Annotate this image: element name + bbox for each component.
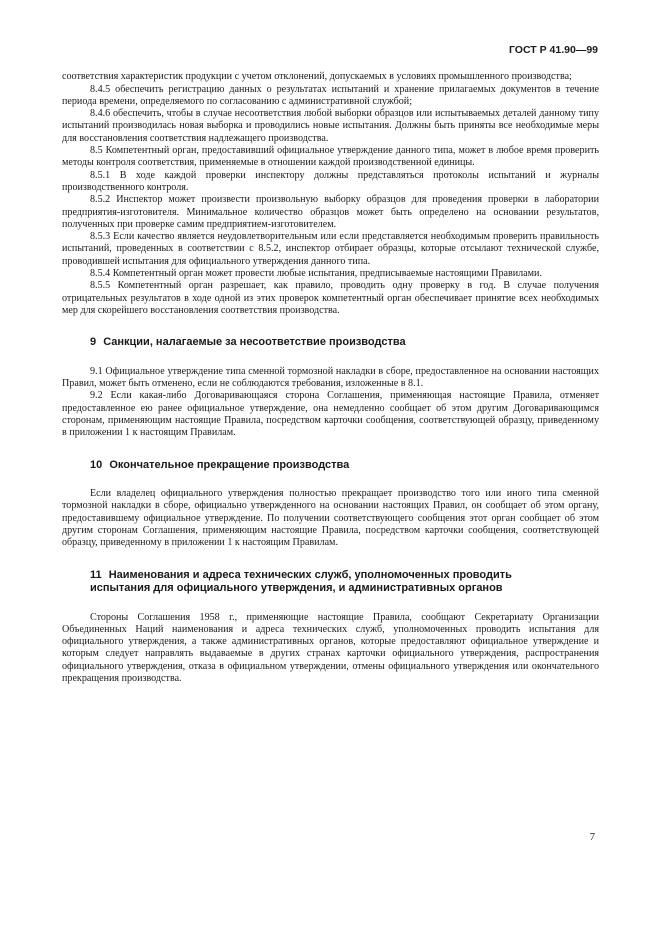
section-10-heading	[62, 459, 599, 473]
paragraph-8-5-5: 8.5.5 Компетентный орган разрешает, как правило, проводить одну проверку в год. В случае получения отрицательных результатов в ходе одной из этих проверок компетентный орган обеспечивает принятие всех необходимых мер для скорейшего восстановления соответствия производства.	[62, 280, 599, 316]
paragraph-11: Стороны Соглашения 1958 г., применяющие настоящие Правила, сообщают Секретариату Организации Объединенных Наций наименования и адреса технических служб, уполномоченных проводить испытания для официального утверждения, а также административных органов, которые предоставляют официальное утверждение и которым следует направлять выдаваемые в других странах карточки официального утверждения, распространения официального утверждения, отказа в официальном утверждении, отмены официального утверждения или окончательного прекращения производства.	[62, 611, 599, 684]
paragraph-10: Если владелец официального утверждения полностью прекращает производство того или иного типа сменной тормозной накладки в сборе, официально утвержденного на основании настоящих Правил, он сообщает об этом органу, предоставившему официальное утверждение. По получении соответствующего сообщения этот орган сообщает об этом другим сторонам Соглашения, применяющим настоящие Правила, посредством карточки сообщения, соответствующей образцу, приведенному в приложении 1 к настоящим Правилам.	[62, 488, 599, 549]
paragraph-8-5-3: 8.5.3 Если качество является неудовлетворительным или если представляется необходимым проверить правильность испытаний, проведенных в соответствии с 8.5.2, инспектор отбирает образцы, которые отсылают технической службе, проводившей испытания для официального утверждения данного типа.	[62, 231, 599, 267]
document-code-header: ГОСТ Р 41.90—99	[508, 44, 598, 56]
section-number: 9	[90, 336, 97, 349]
paragraph-8-5: 8.5 Компетентный орган, предоставивший официальное утверждение данного типа, может в любое время проверить методы контроля соответствия, применяемые в отношении каждой производственной единицы.	[62, 145, 599, 169]
section-10-heading-block	[62, 459, 599, 473]
section-11-heading-block	[62, 569, 599, 596]
section-9-heading-block	[62, 336, 599, 350]
section-9-body	[62, 366, 599, 440]
paragraph-8-5-4: 8.5.4 Компетентный орган может провести любые испытания, предписываемые настоящими Правилами.	[90, 268, 542, 280]
section-11-body	[62, 612, 599, 686]
section-title-line1: Наименования и адреса технических служб, уполномоченных проводить	[108, 568, 512, 581]
paragraph-8-4-6: 8.4.6 обеспечить, чтобы в случае несоответствия любой выборки образцов или испытываемых деталей данному типу испытаний производилась новая выборка и проводились новые испытания. Должны быть приняты все необходимые меры для восстановления соответствия надлежащего производства.	[62, 108, 599, 144]
section-9-heading	[62, 336, 599, 350]
section-8-continuation	[62, 71, 599, 317]
paragraph: соответствия характеристик продукции с учетом отклонений, допускаемых в условиях промышленного производства;	[62, 71, 572, 83]
section-10-body	[62, 488, 599, 549]
section-11-heading	[62, 569, 599, 596]
section-number: 10	[90, 458, 103, 471]
paragraph-9-1: 9.1 Официальное утверждение типа сменной тормозной накладки в сборе, предоставленное на основании настоящих Правил, может быть отменено, если не соблюдаются требования, изложенные в 8.1.	[62, 365, 599, 390]
paragraph-9-2: 9.2 Если какая-либо Договаривающаяся сторона Соглашения, применяющая настоящие Правила, отменяет предоставленное ею ранее официальное утверждение, она немедленно сообщает об этом другим Договаривающимся сторонам, применяющим настоящие Правила, посредством карточки сообщения, соответствующей образцу, приведенному в приложении 1 к настоящим Правилам.	[62, 390, 599, 439]
paragraph-8-5-1: 8.5.1 В ходе каждой проверки инспектору должны представляться протоколы испытаний и журналы производственного контроля.	[62, 169, 599, 193]
section-title-line2: испытания для официального утверждения, и административных органов	[90, 582, 503, 594]
section-title: Окончательное прекращение производства	[109, 458, 350, 471]
paragraph-8-5-2: 8.5.2 Инспектор может произвести произвольную выборку образцов для проведения проверки в лаборатории предприятия-изготовителя. Минимальное количество образцов может быть определено на основании результатов, полученных при проверке самим предприятием-изготовителем.	[62, 194, 599, 230]
page-number: 7	[589, 832, 595, 843]
section-title: Санкции, налагаемые за несоответствие производства	[103, 336, 406, 349]
paragraph-8-4-5: 8.4.5 обеспечить регистрацию данных о результатах испытаний и хранение прилагаемых документов в течение периода времени, определяемого по согласованию с административной службой;	[62, 83, 599, 107]
section-number: 11	[90, 568, 102, 581]
